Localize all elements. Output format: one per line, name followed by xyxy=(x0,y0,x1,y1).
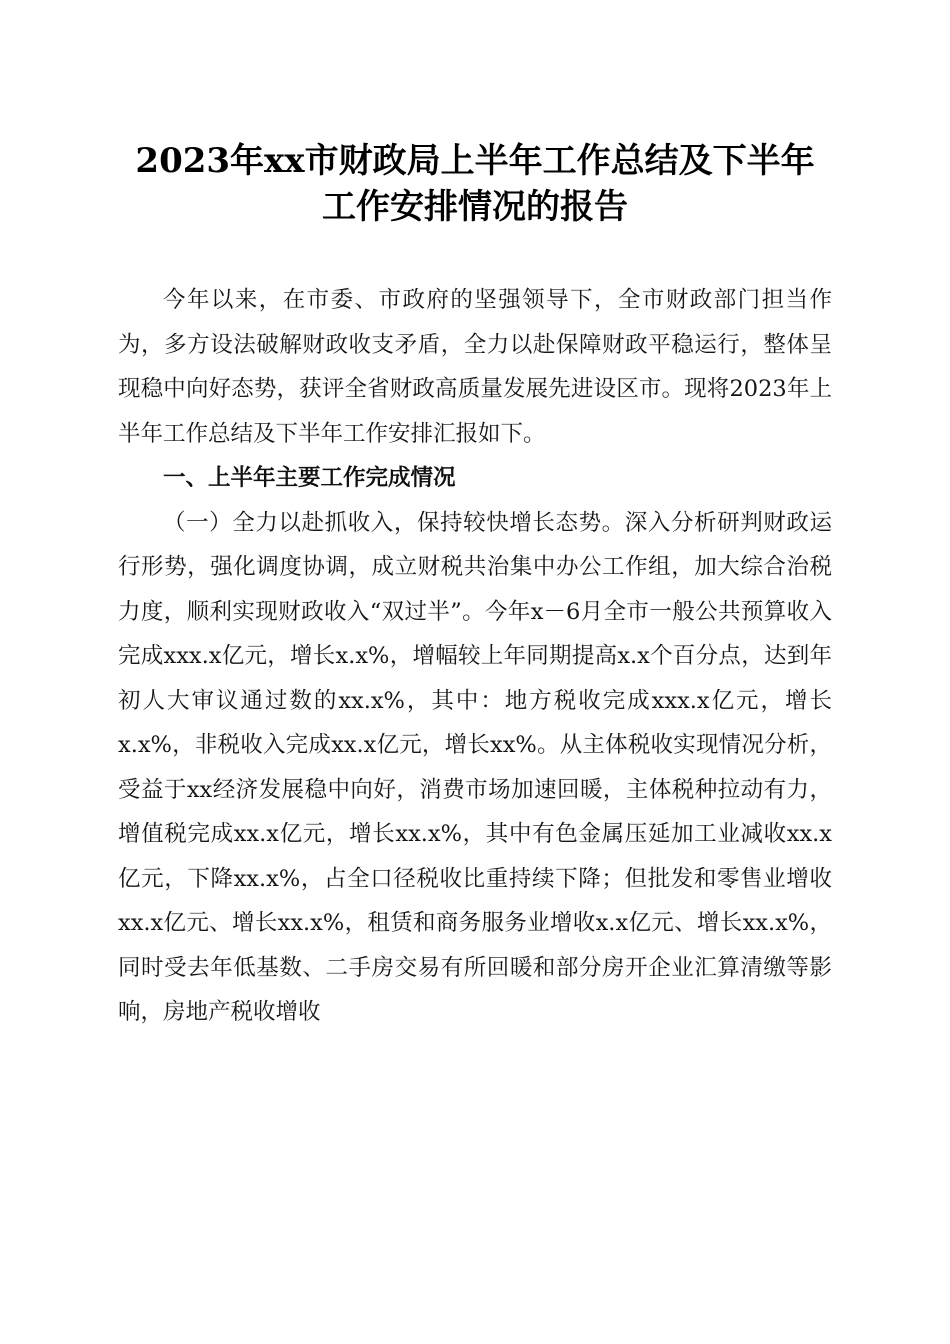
subsection-text-1: 深入分析研判财政运行形势，强化调度协调，成立财税共治集中办公工作组，加大综合治税力度，顺利实现财政收入“双过半”。今年x－6月全市一般公共预算收入完成xxx.x亿元，增长x.x%，增幅较上年同期提高x.x个百分点，达到年初人大审议通过数的xx.x%，其中：地方税收完成xxx.x亿元，增长x.x%，非税收入完成xx.x亿元，增长xx%。从主体税收实现情况分析，受益于xx经济发展稳中向好，消费市场加速回暖，主体税种拉动有力，增值税完成xx.x亿元，增长xx.x%，其中有色金属压延加工业减收xx.x亿元，下降xx.x%，占全口径税收比重持续下降；但批发和零售业增收xx.x亿元、增长xx.x%，租赁和商务服务业增收x.x亿元、增长xx.x%，同时受去年低基数、二手房交易有所回暖和部分房开企业汇算清缴等影响，房地产税收增收 xyxy=(118,509,832,1025)
subsection-paragraph-1 xyxy=(118,501,832,1035)
section-heading-1: 一、上半年主要工作完成情况 xyxy=(163,465,456,491)
intro-paragraph: 今年以来，在市委、市政府的坚强领导下，全市财政部门担当作为，多方设法破解财政收支矛盾，全力以赴保障财政平稳运行，整体呈现稳中向好态势，获评全省财政高质量发展先进设区市。现将2023年上半年工作总结及下半年工作安排汇报如下。 xyxy=(118,287,832,447)
document-body xyxy=(118,278,832,1035)
title-line-1: 2023年xx市财政局上半年工作总结及下半年 xyxy=(135,141,815,181)
subsection-heading-1: （一）全力以赴抓收入，保持较快增长态势。 xyxy=(163,509,625,536)
title-line-2: 工作安排情况的报告 xyxy=(322,187,628,227)
document-title xyxy=(100,138,850,230)
